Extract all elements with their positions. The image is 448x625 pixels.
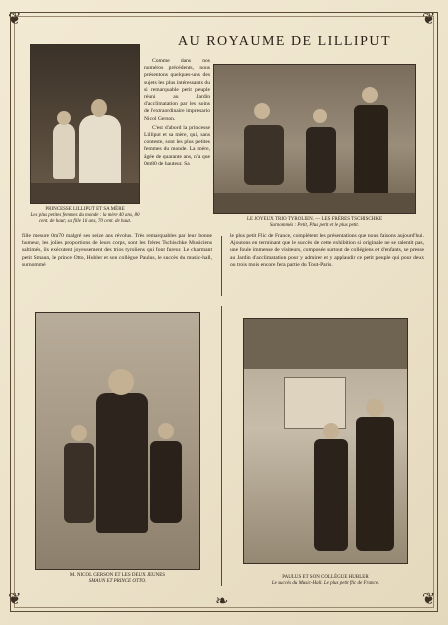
photo-tyrolean-trio: [213, 64, 416, 214]
corner-ornament-icon: ❦: [8, 591, 22, 608]
caption-subtitle: Surnommés : Petit, Plus petit et le plus petit.: [269, 223, 360, 228]
corner-ornament-icon: ❦: [8, 11, 22, 28]
bottom-ornament-icon: ❧: [215, 593, 229, 610]
caption-title: PAULUS ET SON COLLÈGUE HUBLER: [282, 575, 369, 580]
body-column-right: [230, 233, 424, 269]
body-text: le plus petit Flic de France, complètent les présentations que nous faisons aujourd'hui. Ajoutons en terminant que le succès de cette exhibition si originale ne se ralentit pas, une foule immense de visiteurs, composée surtout de collégiens et d'enfants, se presse au Jardin d'acclimatation pour y admirer et y applaudir ce petit peuple qui pour deux ou trois mois encore fera partie du Tout-Paris.: [230, 233, 424, 268]
body-text: fille mesure 0m70 malgré ses seize ans révolus. Très remarquables par leur bonne humeur, les jolies proportions de leurs corps, sont les frères Tschischke Musiciens saltimés, ils exécutent joyeusement des trios tyroliens qui font fureur. Le charmant petit Smaun, le prince Otto, Hubler et son collègue Paulus, le succès du music-hall, surnommé: [22, 233, 212, 268]
caption-subtitle: Les plus petites femmes du monde : la mère 40 ans, 80 cent. de haut; sa fille 16 ans, 70 cent. de haut.: [30, 213, 140, 224]
caption-subtitle: Le succès du Music-Hall. Le plus petit flic de France.: [271, 581, 380, 586]
intro-paragraph: Comme dans nos numéros précédents, nous présentons quelques-uns des sujets les plus intéressants du si remarquable petit peuple réuni au Jardin d'acclimatation par les soins de l'extraordinaire impresario Nicol Gerson.: [144, 58, 210, 122]
page-title: AU ROYAUME DE LILLIPUT: [178, 34, 392, 49]
photo-nicol-gerson: [35, 312, 200, 570]
caption-subtitle: SMAUN ET PRINCE OTTO.: [88, 579, 147, 584]
caption-title: LE JOYEUX TRIO TYROLIEN. — LES FRÈRES TSCHISCHKE: [246, 217, 382, 222]
photo-princess-lilliput: [30, 44, 140, 204]
photo-paulus-hubler: [243, 318, 408, 564]
corner-ornament-icon: ❦: [422, 591, 436, 608]
caption-title: PRINCESSE LILLIPUT ET SA MÈRE: [45, 207, 125, 212]
caption-photo1: [30, 207, 140, 225]
column-divider: [221, 306, 222, 586]
caption-photo2: [213, 217, 416, 229]
intro-paragraph: C'est d'abord la princesse Lilliput et sa mère, qui, sans conteste, sont les plus petites femmes du monde. La mère, âgée de quarante ans, n'a que 0m80 de hauteur. Sa: [144, 124, 210, 167]
column-divider: [221, 236, 222, 296]
intro-column: [144, 58, 210, 168]
body-column-left: [22, 233, 212, 269]
caption-title: M. NICOL GERSON ET LES DEUX JEUNES: [69, 573, 166, 578]
caption-photo3: [35, 573, 200, 585]
corner-ornament-icon: ❦: [422, 11, 436, 28]
caption-photo4: [243, 575, 408, 587]
